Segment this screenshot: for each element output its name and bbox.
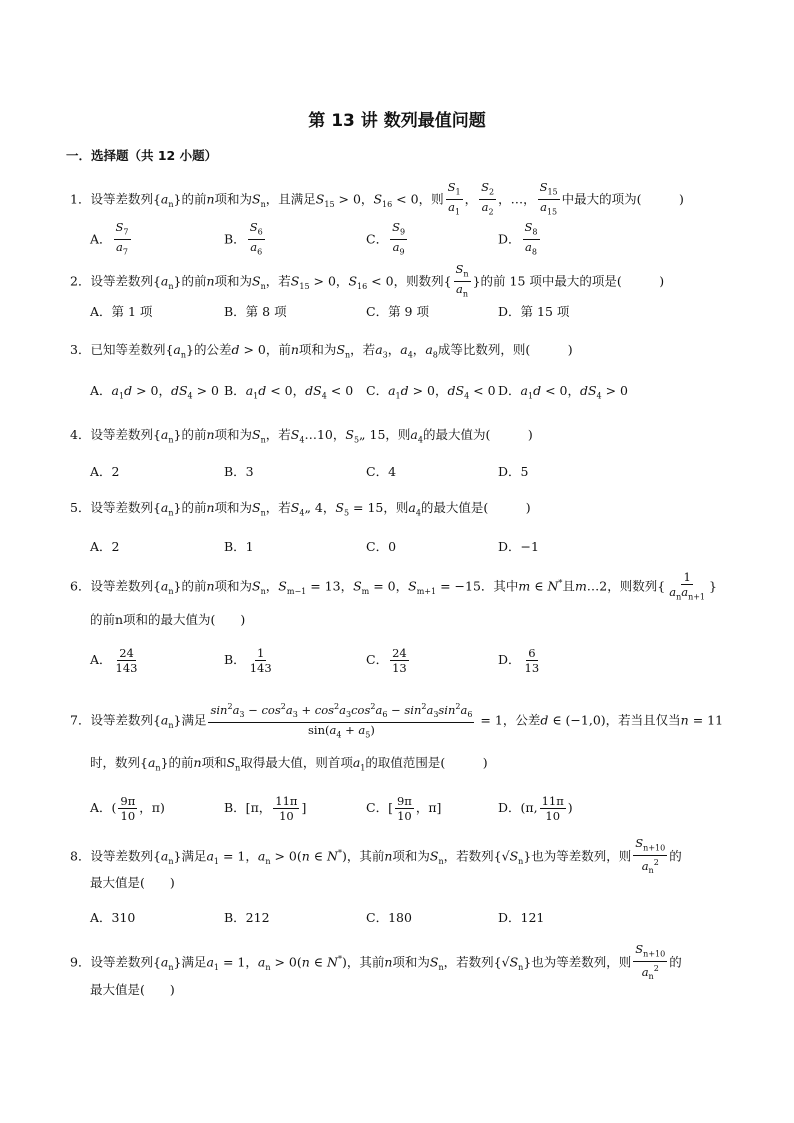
q1-option-a: A． $\frac{S_7}{a_7}$: [90, 220, 129, 257]
q6-option-c: C． $\frac{24}{13}$: [366, 646, 407, 675]
question-7: 7．设等差数列$\{a_n\}$满足 $\frac{\sin^2a_3 - \cos^2a_3 + \cos^2a_3\cos^2a_6 - \sin^2a_3\sin^2a_6}{\sin(a_4 + a_5)}$ = 1，公差d ∈ (−1,0)，若当且仅当n = 11: [70, 702, 724, 740]
q1-option-c: C． $\frac{S_9}{a_9}$: [366, 220, 406, 257]
question-5: 5．设等差数列$\{a_n\}$的前n项和为$S_n$，若$S_4„$ 4，$S_5 = 15$，则$a_4$的最大值是( ): [70, 500, 531, 518]
question-4: 4．设等差数列$\{a_n\}$的前n项和为$S_n$，若$S_4\dots 10$，$S_5„$ 15，则$a_4$的最大值为( ): [70, 427, 533, 445]
q6-option-a: A． $\frac{24}{143}$: [90, 646, 138, 675]
q6-option-b: B． $\frac{1}{143}$: [224, 646, 272, 675]
question-8: 8．设等差数列$\{a_n\}$满足$a_1 = 1$，$a_n > 0(n$ ∈ N*)，其前n项和为$S_n$，若数列$\{√S_n\}$也为等差数列，则 $\frac{S_{n+10}}{a_n^2}$ 的: [70, 836, 682, 876]
question-7-cont: 时，数列$\{a_n\}$的前n项和$S_n$取得最大值，则首项$a_1$的取值范围是( ): [90, 755, 488, 773]
q1-option-b: B． $\frac{S_6}{a_6}$: [224, 220, 263, 257]
q4-option-c: C．4: [366, 464, 397, 479]
question-6-cont: 的前n项和的最大值为( ): [90, 612, 246, 627]
q6-option-d: D． $\frac{6}{13}$: [498, 646, 540, 675]
q7-option-d: D．(π, $\frac{11\pi}{10}$ ): [498, 794, 573, 823]
q7-option-a: A．( $\frac{9\pi}{10}$ ，π): [90, 794, 165, 823]
question-9-cont: 最大值是( ): [90, 982, 175, 997]
q5-option-c: C．0: [366, 539, 397, 554]
q2-option-d: D．第 15 项: [498, 304, 570, 319]
q8-option-d: D．121: [498, 910, 545, 925]
q5-option-d: D．−1: [498, 539, 539, 554]
q2-option-a: A．第 1 项: [90, 304, 153, 319]
question-3: 3．已知等差数列$\{a_n\}$的公差d > 0，前n项和为$S_n$，若$a_3$，$a_4$，$a_8$成等比数列，则( ): [70, 342, 573, 360]
page-title: 第 13 讲 数列最值问题: [308, 111, 486, 131]
q5-option-a: A．2: [90, 539, 120, 554]
q3-option-c: C．$a_1d > 0$，$dS_4 < 0$: [366, 383, 496, 401]
q7-option-b: B．[π， $\frac{11\pi}{10}$ ]: [224, 794, 307, 823]
question-6: 6．设等差数列$\{a_n\}$的前n项和为$S_n$，$S_{m-1} = 13$，$S_m = 0$，$S_{m+1} = -15$．其中m ∈ N*且m…2，则数列{ $\frac{1}{a_na_{n+1}}$ }: [70, 570, 717, 602]
question-1: 1．设等差数列$\{a_n\}$的前n项和为$S_n$，且满足$S_{15} > 0$，$S_{16} < 0$，则 $\frac{S_1}{a_1}$ ， $\frac{S_2}{a_2}$ ，…， $\frac{S_{15}}{a_{15}}$ 中最大的项为( ): [70, 180, 684, 217]
question-9: 9．设等差数列$\{a_n\}$满足$a_1 = 1$，$a_n > 0(n$ ∈ N*)，其前n项和为$S_n$，若数列$\{√S_n\}$也为等差数列，则 $\frac{S_{n+10}}{a_n^2}$ 的: [70, 942, 682, 982]
q8-option-a: A．310: [90, 910, 136, 925]
q8-option-c: C．180: [366, 910, 412, 925]
q5-option-b: B．1: [224, 539, 254, 554]
question-8-cont: 最大值是( ): [90, 875, 175, 890]
section-heading: 一．选择题（共 12 小题）: [66, 148, 218, 163]
q2-option-b: B．第 8 项: [224, 304, 287, 319]
q4-option-d: D．5: [498, 464, 529, 479]
q3-option-d: D．$a_1d < 0$，$dS_4 > 0$: [498, 383, 629, 401]
q1-option-d: D． $\frac{S_8}{a_8}$: [498, 220, 538, 257]
q2-option-c: C．第 9 项: [366, 304, 429, 319]
q3-option-b: B．$a_1d < 0$，$dS_4 < 0$: [224, 383, 354, 401]
q7-option-c: C．[ $\frac{9\pi}{10}$ ，π]: [366, 794, 442, 823]
q3-option-a: A．$a_1d > 0$，$dS_4 > 0$: [90, 383, 220, 401]
q8-option-b: B．212: [224, 910, 270, 925]
q4-option-a: A．2: [90, 464, 120, 479]
question-2: 2．设等差数列$\{a_n\}$的前n项和为$S_n$，若$S_{15} > 0$，$S_{16} < 0$，则数列{ $\frac{S_n}{a_n}$ }的前 15 项中最大的项是( ): [70, 262, 665, 299]
q4-option-b: B．3: [224, 464, 254, 479]
